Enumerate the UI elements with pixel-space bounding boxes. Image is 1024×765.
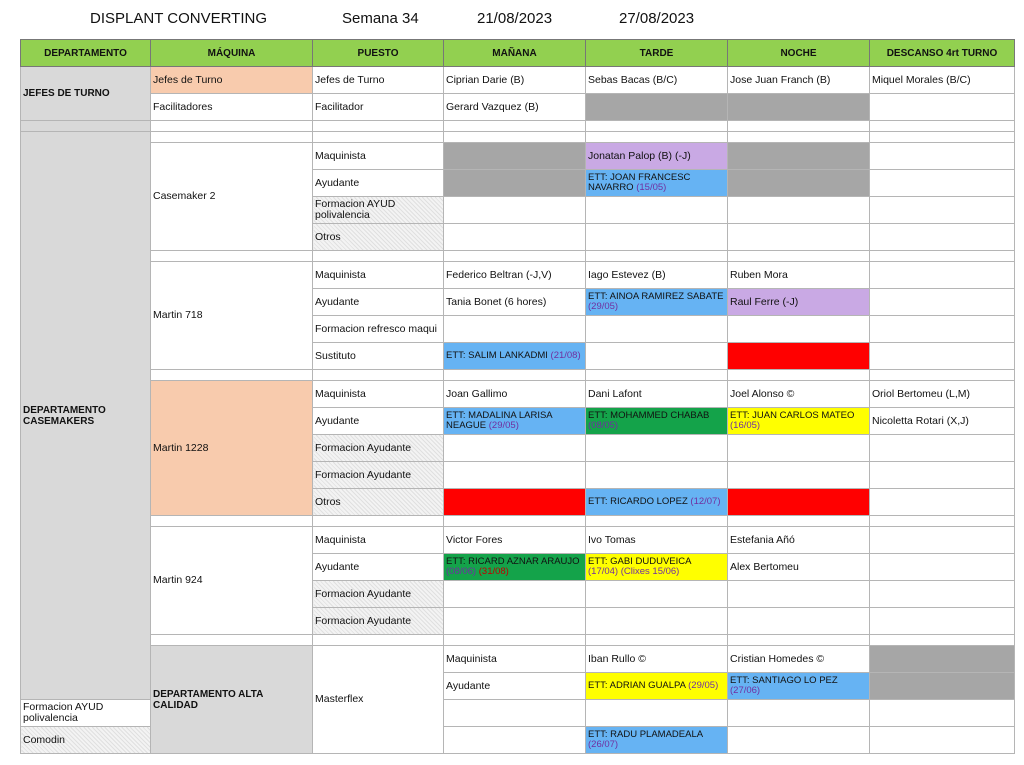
manana-cell[interactable] xyxy=(444,700,586,727)
tarde-cell[interactable] xyxy=(586,727,728,754)
tarde-cell[interactable] xyxy=(586,197,728,224)
puesto-cell[interactable]: Ayudante xyxy=(313,554,444,581)
noche-cell[interactable] xyxy=(728,581,870,608)
col-header-tarde: TARDE xyxy=(586,40,728,67)
maquina-masterflex[interactable]: Masterflex xyxy=(313,646,444,754)
spacer-cell xyxy=(313,370,444,381)
ett-date: (29/05) xyxy=(688,680,719,691)
spacer-cell xyxy=(444,251,586,262)
spacer-cell xyxy=(870,251,1015,262)
tarde-cell[interactable] xyxy=(586,700,728,727)
manana-cell[interactable] xyxy=(444,143,586,170)
puesto-cell[interactable]: Formacion Ayudante xyxy=(313,608,444,635)
ett-name: ETT: RICARDO LOPEZ xyxy=(588,496,688,507)
puesto-cell[interactable]: Formacion AYUD polivalencia xyxy=(21,700,151,727)
ett-date: (29/05) xyxy=(588,301,619,312)
ett-name: ETT: ADRIAN GUALPA xyxy=(588,680,686,691)
descanso-cell[interactable] xyxy=(870,700,1015,727)
spacer-cell xyxy=(586,132,728,143)
noche-cell[interactable] xyxy=(728,143,870,170)
table-row xyxy=(21,94,1015,121)
spacer-cell xyxy=(586,251,728,262)
spacer-row xyxy=(21,516,1015,527)
spacer-cell xyxy=(586,516,728,527)
puesto-cell[interactable]: Formacion AYUD polivalencia xyxy=(313,197,444,224)
manana-cell[interactable]: Joan Gallimo xyxy=(444,381,586,408)
ett-date: (08/06) xyxy=(446,566,477,577)
ett-date: (16/05) xyxy=(730,420,761,431)
table-row xyxy=(21,67,1015,94)
descanso-cell[interactable]: Nicoletta Rotari (X,J) xyxy=(870,408,1015,435)
puesto-cell[interactable]: Ayudante xyxy=(313,289,444,316)
descanso-cell[interactable] xyxy=(870,170,1015,197)
ett-date: (21/08) xyxy=(550,350,581,361)
manana-cell[interactable] xyxy=(444,224,586,251)
dept-jefes: JEFES DE TURNO xyxy=(21,67,151,121)
manana-cell[interactable]: Iban Rullo © xyxy=(586,646,728,673)
noche-cell[interactable] xyxy=(870,673,1015,700)
ett-name: ETT: AINOA RAMIREZ SABATE xyxy=(588,291,724,302)
noche-cell[interactable] xyxy=(728,170,870,197)
document-title: DISPLANT CONVERTING xyxy=(90,10,267,27)
ett-date: (27/06) xyxy=(730,685,761,696)
noche-cell[interactable] xyxy=(728,727,870,754)
tarde-cell[interactable]: Dani Lafont xyxy=(586,381,728,408)
noche-cell[interactable]: Joel Alonso © xyxy=(728,381,870,408)
tarde-cell[interactable] xyxy=(586,435,728,462)
maquina-casemaker2[interactable]: Casemaker 2 xyxy=(151,143,313,251)
dept-casemakers: DEPARTAMENTO CASEMAKERS xyxy=(21,132,151,700)
col-header-maquina: MÁQUINA xyxy=(151,40,313,67)
descanso-cell[interactable] xyxy=(870,94,1015,121)
manana-cell[interactable]: Gerard Vazquez (B) xyxy=(444,94,586,121)
tarde-cell[interactable] xyxy=(586,554,728,581)
puesto-cell[interactable]: Maquinista xyxy=(444,646,586,673)
noche-cell[interactable] xyxy=(728,489,870,516)
spacer-row xyxy=(21,635,1015,646)
dept-alta-calidad: DEPARTAMENTO ALTA CALIDAD xyxy=(151,646,313,754)
manana-cell[interactable]: Victor Fores xyxy=(444,527,586,554)
noche-cell[interactable]: Jose Juan Franch (B) xyxy=(728,67,870,94)
puesto-cell[interactable]: Otros xyxy=(313,489,444,516)
descanso-cell[interactable] xyxy=(870,527,1015,554)
maquina-martin924[interactable]: Martin 924 xyxy=(151,527,313,635)
descanso-cell[interactable] xyxy=(870,262,1015,289)
descanso-cell[interactable] xyxy=(870,143,1015,170)
ett-name: ETT: SANTIAGO LO PEZ xyxy=(730,675,838,686)
manana-cell[interactable] xyxy=(444,170,586,197)
noche-cell[interactable]: Estefania Añó xyxy=(728,527,870,554)
descanso-cell[interactable] xyxy=(870,197,1015,224)
ett-name: ETT: JOAN FRANCESC NAVARRO xyxy=(588,172,691,193)
spacer-cell xyxy=(21,121,151,132)
puesto-cell[interactable]: Formacion Ayudante xyxy=(313,462,444,489)
noche-cell[interactable] xyxy=(728,197,870,224)
manana-cell[interactable] xyxy=(444,608,586,635)
col-header-puesto: PUESTO xyxy=(313,40,444,67)
spacer-cell xyxy=(728,370,870,381)
noche-cell[interactable] xyxy=(728,700,870,727)
tarde-cell[interactable] xyxy=(586,608,728,635)
puesto-cell[interactable]: Comodin xyxy=(21,727,151,754)
spacer-cell xyxy=(151,370,313,381)
spacer-cell xyxy=(728,132,870,143)
manana-cell[interactable] xyxy=(444,316,586,343)
tarde-cell[interactable] xyxy=(586,489,728,516)
spacer-cell xyxy=(586,370,728,381)
spacer-cell xyxy=(151,251,313,262)
end-date: 27/08/2023 xyxy=(619,10,695,27)
tarde-cell[interactable] xyxy=(586,94,728,121)
descanso-cell[interactable]: Oriol Bertomeu (L,M) xyxy=(870,381,1015,408)
ett-name: ETT: GABI DUDUVEICA xyxy=(588,556,692,567)
tarde-cell[interactable] xyxy=(586,170,728,197)
descanso-cell[interactable] xyxy=(870,435,1015,462)
noche-cell[interactable] xyxy=(728,94,870,121)
spacer-cell xyxy=(151,121,313,132)
manana-cell[interactable] xyxy=(444,197,586,224)
noche-cell[interactable]: Ruben Mora xyxy=(728,262,870,289)
noche-cell[interactable] xyxy=(728,408,870,435)
table-row xyxy=(21,262,1015,289)
spacer-cell xyxy=(870,370,1015,381)
spacer-cell xyxy=(313,516,444,527)
noche-cell[interactable] xyxy=(728,343,870,370)
spacer-row xyxy=(21,132,1015,143)
ett-date: (15/05) xyxy=(636,182,667,193)
tarde-cell[interactable]: Cristian Homedes © xyxy=(728,646,870,673)
tarde-cell[interactable] xyxy=(586,316,728,343)
descanso-cell[interactable]: Miquel Morales (B/C) xyxy=(870,67,1015,94)
noche-cell[interactable] xyxy=(728,608,870,635)
puesto-cell[interactable]: Maquinista xyxy=(313,527,444,554)
spacer-row xyxy=(21,251,1015,262)
noche-cell[interactable] xyxy=(870,646,1015,673)
tarde-cell[interactable] xyxy=(586,289,728,316)
table-row xyxy=(21,381,1015,408)
col-header-descanso: DESCANSO 4rt TURNO xyxy=(870,40,1015,67)
col-header-manana: MAÑANA xyxy=(444,40,586,67)
noche-cell[interactable]: Raul Ferre (-J) xyxy=(728,289,870,316)
puesto-cell[interactable]: Maquinista xyxy=(313,381,444,408)
descanso-cell[interactable] xyxy=(870,554,1015,581)
descanso-cell[interactable] xyxy=(870,608,1015,635)
tarde-cell[interactable] xyxy=(586,224,728,251)
spacer-cell xyxy=(728,635,870,646)
ett-date: (29/05) xyxy=(488,420,519,431)
manana-cell[interactable] xyxy=(444,408,586,435)
descanso-cell[interactable] xyxy=(870,489,1015,516)
table-row xyxy=(21,646,1015,673)
manana-cell[interactable] xyxy=(444,343,586,370)
maquina-cell[interactable]: Jefes de Turno xyxy=(151,67,313,94)
ett-date: (26/07) xyxy=(588,739,619,750)
ett-name: ETT: SALIM LANKADMI xyxy=(446,350,548,361)
puesto-cell[interactable]: Ayudante xyxy=(444,673,586,700)
descanso-cell[interactable] xyxy=(870,316,1015,343)
puesto-cell[interactable]: Ayudante xyxy=(313,408,444,435)
spacer-cell xyxy=(728,251,870,262)
spacer-row xyxy=(21,370,1015,381)
tarde-cell[interactable]: Iago Estevez (B) xyxy=(586,262,728,289)
spacer-cell xyxy=(870,121,1015,132)
spacer-cell xyxy=(444,635,586,646)
table-row xyxy=(21,143,1015,170)
spacer-cell xyxy=(444,132,586,143)
descanso-cell[interactable] xyxy=(870,343,1015,370)
maquina-cell[interactable]: Facilitadores xyxy=(151,94,313,121)
tarde-cell[interactable] xyxy=(586,581,728,608)
spacer-cell xyxy=(313,635,444,646)
spacer-cell xyxy=(151,635,313,646)
tarde-cell[interactable] xyxy=(586,462,728,489)
start-date: 21/08/2023 xyxy=(477,10,553,27)
table-row xyxy=(21,527,1015,554)
puesto-cell[interactable]: Formacion Ayudante xyxy=(313,435,444,462)
header-row xyxy=(21,40,1015,67)
puesto-cell[interactable]: Maquinista xyxy=(313,143,444,170)
manana-cell[interactable]: Tania Bonet (6 hores) xyxy=(444,289,586,316)
spacer-cell xyxy=(444,370,586,381)
manana-cell[interactable] xyxy=(444,581,586,608)
ett-date: (12/07) xyxy=(690,496,721,507)
puesto-cell[interactable]: Maquinista xyxy=(313,262,444,289)
descanso-cell[interactable] xyxy=(870,289,1015,316)
noche-cell[interactable] xyxy=(728,462,870,489)
noche-cell[interactable]: Alex Bertomeu xyxy=(728,554,870,581)
spacer-cell xyxy=(870,635,1015,646)
maquina-martin1228[interactable]: Martin 1228 xyxy=(151,381,313,516)
puesto-cell[interactable]: Formacion Ayudante xyxy=(313,581,444,608)
descanso-cell[interactable] xyxy=(870,224,1015,251)
noche-cell[interactable] xyxy=(728,316,870,343)
ett-name: ETT: MADALINA LARISA NEAGUE xyxy=(446,410,553,431)
spacer-cell xyxy=(728,121,870,132)
tarde-cell[interactable]: Sebas Bacas (B/C) xyxy=(586,67,728,94)
spacer-cell xyxy=(586,121,728,132)
spacer-cell xyxy=(151,132,313,143)
ett-date-end: (31/08) xyxy=(478,566,509,577)
manana-cell[interactable] xyxy=(444,727,586,754)
puesto-cell[interactable]: Ayudante xyxy=(313,170,444,197)
tarde-cell[interactable] xyxy=(586,408,728,435)
ett-name: ETT: RICARD AZNAR ARAUJO xyxy=(446,556,580,567)
tarde-cell[interactable] xyxy=(728,673,870,700)
col-header-departamento: DEPARTAMENTO xyxy=(21,40,151,67)
spacer-cell xyxy=(313,121,444,132)
puesto-cell[interactable]: Formacion refresco maqui xyxy=(313,316,444,343)
manana-cell[interactable] xyxy=(444,435,586,462)
descanso-cell[interactable] xyxy=(870,462,1015,489)
spacer-cell xyxy=(313,251,444,262)
ett-date: (08/05) xyxy=(588,420,619,431)
noche-cell[interactable] xyxy=(728,224,870,251)
spacer-cell xyxy=(870,132,1015,143)
spacer-cell xyxy=(444,121,586,132)
manana-cell[interactable] xyxy=(586,673,728,700)
col-header-noche: NOCHE xyxy=(728,40,870,67)
manana-cell[interactable] xyxy=(444,554,586,581)
manana-cell[interactable]: Federico Beltran (-J,V) xyxy=(444,262,586,289)
week-label: Semana 34 xyxy=(342,10,419,27)
spacer-cell xyxy=(313,132,444,143)
descanso-cell[interactable] xyxy=(870,727,1015,754)
manana-cell[interactable] xyxy=(444,489,586,516)
ett-name: ETT: RADU PLAMADEALA xyxy=(588,729,703,740)
puesto-cell[interactable]: Jefes de Turno xyxy=(313,67,444,94)
shift-schedule-table xyxy=(20,39,1015,754)
descanso-cell[interactable] xyxy=(870,581,1015,608)
puesto-cell[interactable]: Otros xyxy=(313,224,444,251)
tarde-cell[interactable]: Jonatan Palop (B) (-J) xyxy=(586,143,728,170)
ett-date: (17/04) (Clixes 15/06) xyxy=(588,566,680,577)
spacer-cell xyxy=(444,516,586,527)
tarde-cell[interactable] xyxy=(586,343,728,370)
spacer-row xyxy=(21,121,1015,132)
spacer-cell xyxy=(586,635,728,646)
ett-name: ETT: JUAN CARLOS MATEO xyxy=(730,410,855,421)
noche-cell[interactable] xyxy=(728,435,870,462)
spacer-cell xyxy=(870,516,1015,527)
puesto-cell[interactable]: Facilitador xyxy=(313,94,444,121)
tarde-cell[interactable]: Ivo Tomas xyxy=(586,527,728,554)
manana-cell[interactable] xyxy=(444,462,586,489)
spacer-cell xyxy=(151,516,313,527)
puesto-cell[interactable]: Sustituto xyxy=(313,343,444,370)
manana-cell[interactable]: Ciprian Darie (B) xyxy=(444,67,586,94)
spacer-cell xyxy=(728,516,870,527)
maquina-martin718[interactable]: Martin 718 xyxy=(151,262,313,370)
ett-name: ETT: MOHAMMED CHABAB xyxy=(588,410,710,421)
